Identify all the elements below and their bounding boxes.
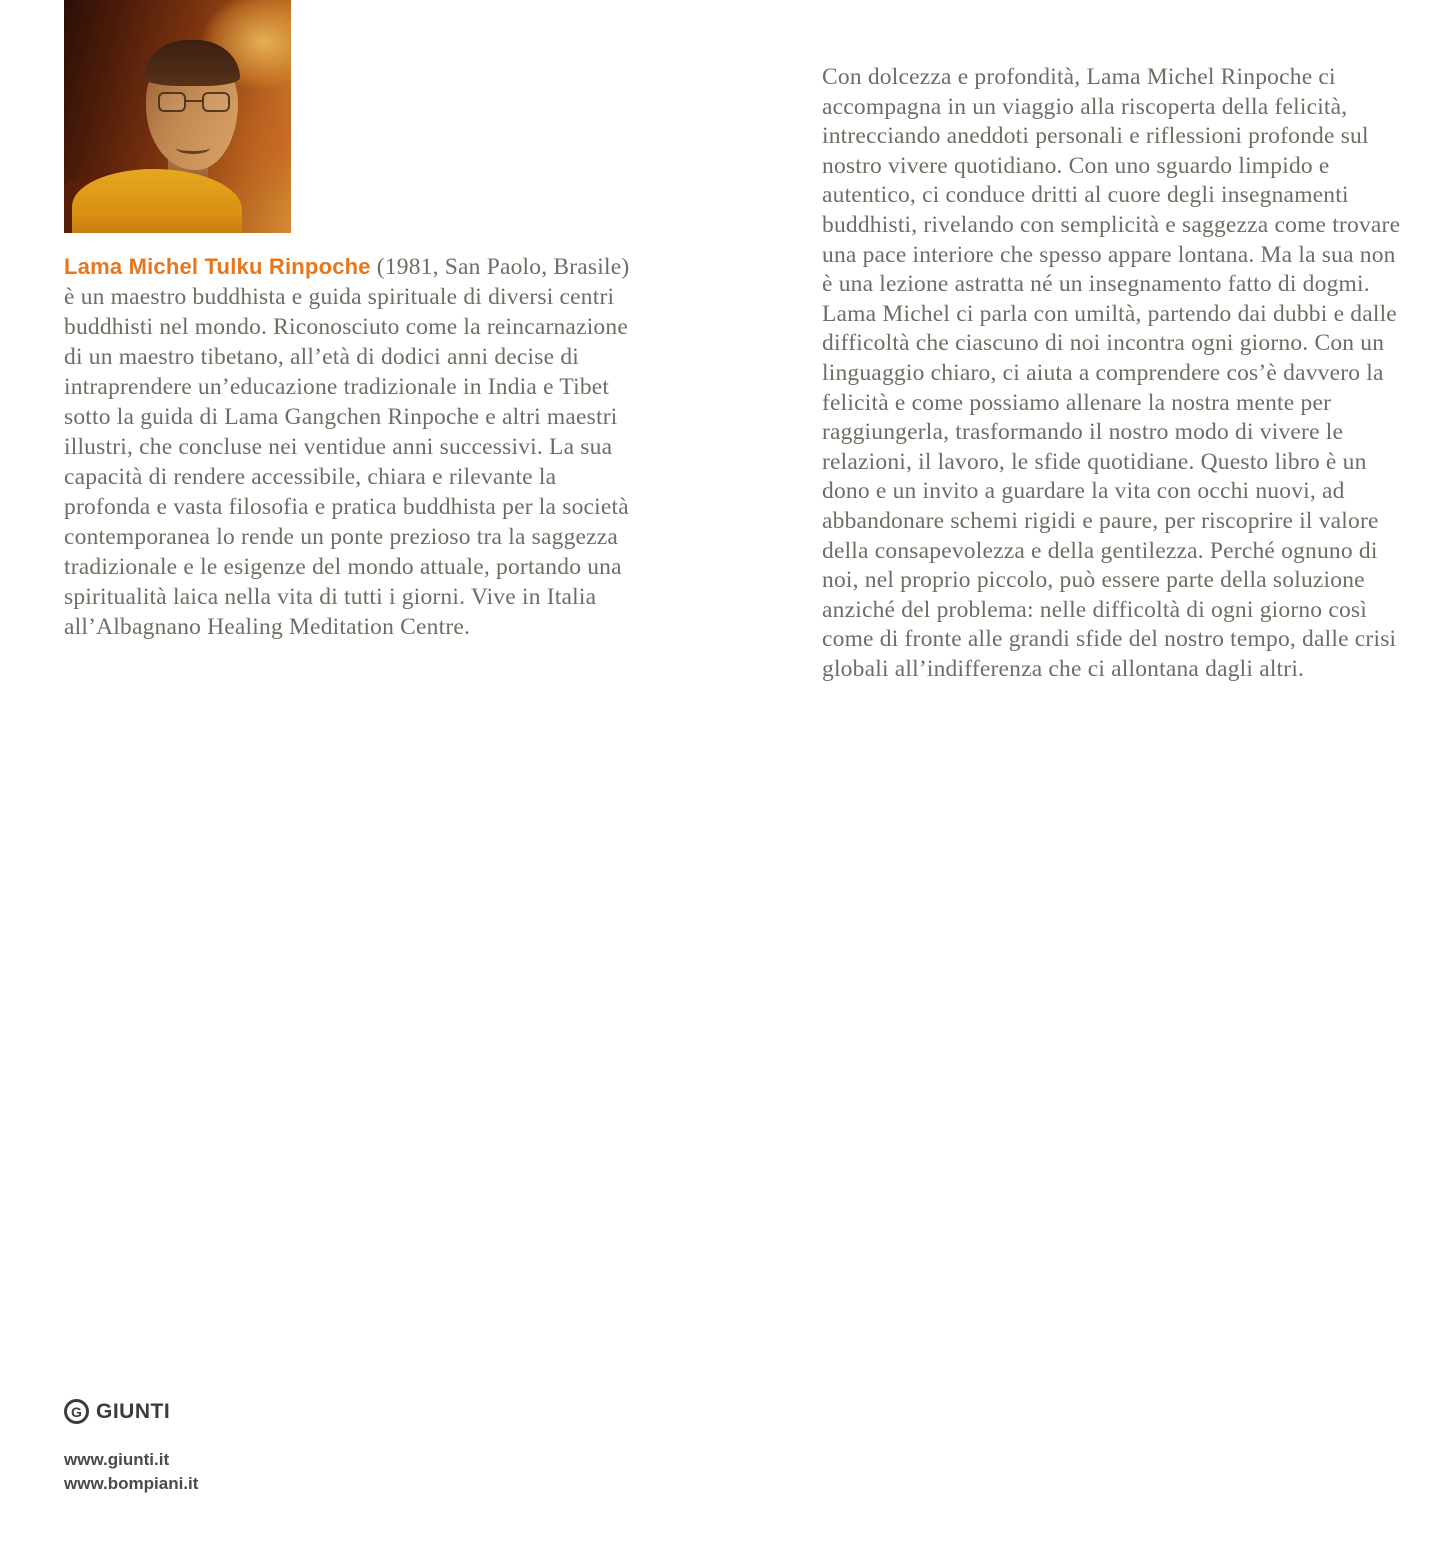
- giunti-website-link: www.giunti.it: [64, 1450, 170, 1469]
- author-name: Lama Michel Tulku Rinpoche: [64, 254, 371, 279]
- glasses-right-lens: [202, 92, 230, 112]
- glasses-bridge: [186, 100, 202, 102]
- publisher-footer: [64, 1399, 198, 1496]
- publisher-name: GIUNTI: [96, 1399, 171, 1423]
- publisher-logo: [64, 1399, 198, 1424]
- book-description-paragraph: Con dolcezza e profondità, Lama Michel Rinpoche ci accompagna in un viaggio alla riscoperta della felicità, intrecciando aneddoti personali e riflessioni profonde sul nostro vivere quotidiano. Con uno sguardo limpido e autentico, ci conduce dritti al cuore degli insegnamenti buddhisti, rivelando con semplicità e saggezza come trovare una pace interiore che spesso appare lontana. Ma la sua non è una lezione astratta né un insegnamento fatto di dogmi. Lama Michel ci parla con umiltà, partendo dai dubbi e dalle difficoltà che ciascuno di noi incontra ogni giorno. Con un linguaggio chiaro, ci aiuta a comprendere cos’è davvero la felicità e come possiamo allenare la nostra mente per raggiungerla, trasformando il nostro modo di vivere le relazioni, il lavoro, le sfide quotidiane. Questo libro è un dono e un invito a guardare la vita con occhi nuovi, ad abbandonare schemi rigidi e paure, per riscoprire il valore della consapevolezza e della gentilezza. Perché ognuno di noi, nel proprio piccolo, può essere parte della soluzione anziché del problema: nelle difficoltà di ogni giorno così come di fronte alle grandi sfide del nostro tempo, dalle crisi globali all’indifferenza che ci allontana dagli altri.: [822, 64, 1401, 682]
- author-bio-text: (1981, San Paolo, Brasile) è un maestro buddhista e guida spirituale di diversi centri buddhisti nel mondo. Riconosciuto come la reincarnazione di un maestro tibetano, all’età di dodici anni decise di intraprendere un’educazione tradizionale in India e Tibet sotto la guida di Lama Gangchen Rinpoche e altri maestri illustri, che concluse nei ventidue anni successivi. La sua capacità di rendere accessibile, chiara e rilevante la profonda e vasta filosofia e pratica buddhista per la società contemporanea lo rende un ponte prezioso tra la saggezza tradizionale e le esigenze del mondo attuale, portando una spiritualità laica nella vita di tutti i giorni. Vive in Italia all’Albagnano Healing Meditation Centre.: [64, 254, 630, 640]
- author-photo: [64, 0, 291, 233]
- glasses-left-lens: [158, 92, 186, 112]
- photo-smile: [176, 142, 210, 154]
- publisher-websites: [64, 1448, 198, 1496]
- giunti-logo-icon: G: [64, 1399, 89, 1424]
- author-bio-paragraph: [64, 252, 639, 642]
- bompiani-website-link: www.bompiani.it: [64, 1474, 199, 1493]
- glasses-icon: [158, 92, 230, 114]
